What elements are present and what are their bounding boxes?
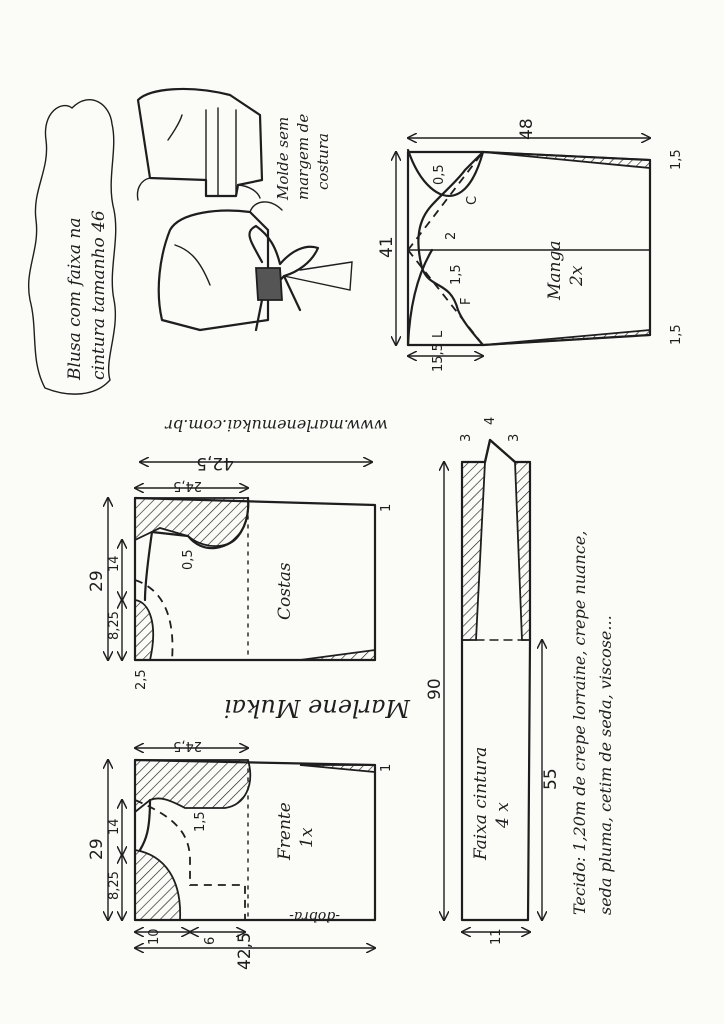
sash-hatch-right <box>515 462 530 640</box>
fabric-note <box>570 531 615 915</box>
sleeve-curve-b: 1,5 <box>449 264 464 285</box>
website-url <box>164 416 388 435</box>
sleeve-hatch-top <box>483 152 650 168</box>
front-dim-length: 42,5 <box>235 932 255 970</box>
title-line-1: Blusa com faixa na <box>65 217 85 380</box>
front-dim-6: 6 <box>203 936 218 945</box>
back-dim-shoulder: 24,5 <box>173 478 202 493</box>
sleeve-count: 2x <box>567 265 587 286</box>
sash-piece <box>425 417 561 945</box>
sleeve-dim-cap: 15,5 <box>431 343 446 372</box>
sash-dim-top-right: 3 <box>507 433 522 442</box>
sash-count: 4 x <box>493 802 513 828</box>
front-dim-right: 1 <box>379 763 394 772</box>
sash-dim-bottom: 11 <box>489 928 504 945</box>
title-block <box>29 100 116 394</box>
blouse-sketch-back <box>138 89 263 200</box>
fabric-note-2: seda pluma, cetim de seda, viscose... <box>596 615 615 915</box>
back-dim-neck: 0,5 <box>181 549 196 570</box>
seam-note-1: Molde sem <box>274 116 292 200</box>
sleeve-label: Manga <box>545 240 565 300</box>
title-line-2: cintura tamanho 46 <box>89 210 109 380</box>
seam-note-3: costura <box>314 133 332 190</box>
front-dim-29: 29 <box>87 838 107 860</box>
back-dim-825: 8,25 <box>107 611 122 640</box>
back-label: Costas <box>275 562 295 620</box>
sleeve-curve-a: 2 <box>444 231 459 240</box>
seam-note-2: margem de <box>294 113 312 200</box>
sash-label: Faixa cintura <box>471 746 491 860</box>
back-piece <box>87 453 394 690</box>
sash-hatch-left <box>462 462 485 640</box>
seam-note <box>274 114 332 201</box>
front-label: Frente <box>275 802 295 860</box>
back-dim-14: 14 <box>107 555 122 572</box>
sleeve-curve-l: L <box>431 330 446 338</box>
sleeve-dim-side: 1,5 <box>669 149 684 170</box>
front-count: 1x <box>297 827 317 848</box>
back-dim-right: 1 <box>379 503 394 512</box>
sleeve-curve-top: 0,5 <box>432 164 447 185</box>
front-neck-hatch <box>135 850 180 920</box>
front-dim-shoulder: 24,5 <box>173 738 202 753</box>
front-dim-neck: 1,5 <box>193 811 208 832</box>
sash-dim-top-mid: 4 <box>483 416 498 425</box>
back-neck-hatch <box>135 600 153 660</box>
front-dim-14: 14 <box>107 818 122 835</box>
sleeve-dim-width: 48 <box>517 118 537 140</box>
back-dim-29: 29 <box>87 570 107 592</box>
sash-dim-part: 55 <box>541 768 561 790</box>
back-dim-length: 42,5 <box>196 453 234 473</box>
sash-dim-top-left: 3 <box>459 433 474 442</box>
sleeve-dim-side-2: 1,5 <box>669 324 684 345</box>
sleeve-dim-height: 41 <box>377 236 397 258</box>
sleeve-piece <box>377 118 684 372</box>
sash-dim-total: 90 <box>425 678 445 700</box>
front-dim-825: 8,25 <box>107 871 122 900</box>
signature <box>224 694 411 722</box>
sleeve-curve-f: F <box>459 297 474 305</box>
svg-text:www.marlenemukai.com.br: www.marlenemukai.com.br <box>165 416 388 435</box>
front-shoulder-hatch <box>135 760 250 812</box>
svg-text:Marlene Mukai: Marlene Mukai <box>223 694 410 722</box>
fabric-note-1: Tecido: 1,20m de crepe lorraine, crepe nuance, <box>570 530 589 915</box>
front-dim-10: 10 <box>147 928 162 945</box>
front-piece <box>87 738 394 970</box>
blouse-sketch-front <box>159 202 352 330</box>
front-fold: -dobra- <box>289 908 340 924</box>
back-dim-bottom: 2,5 <box>134 669 149 690</box>
sleeve-curve-c: C <box>465 195 480 205</box>
